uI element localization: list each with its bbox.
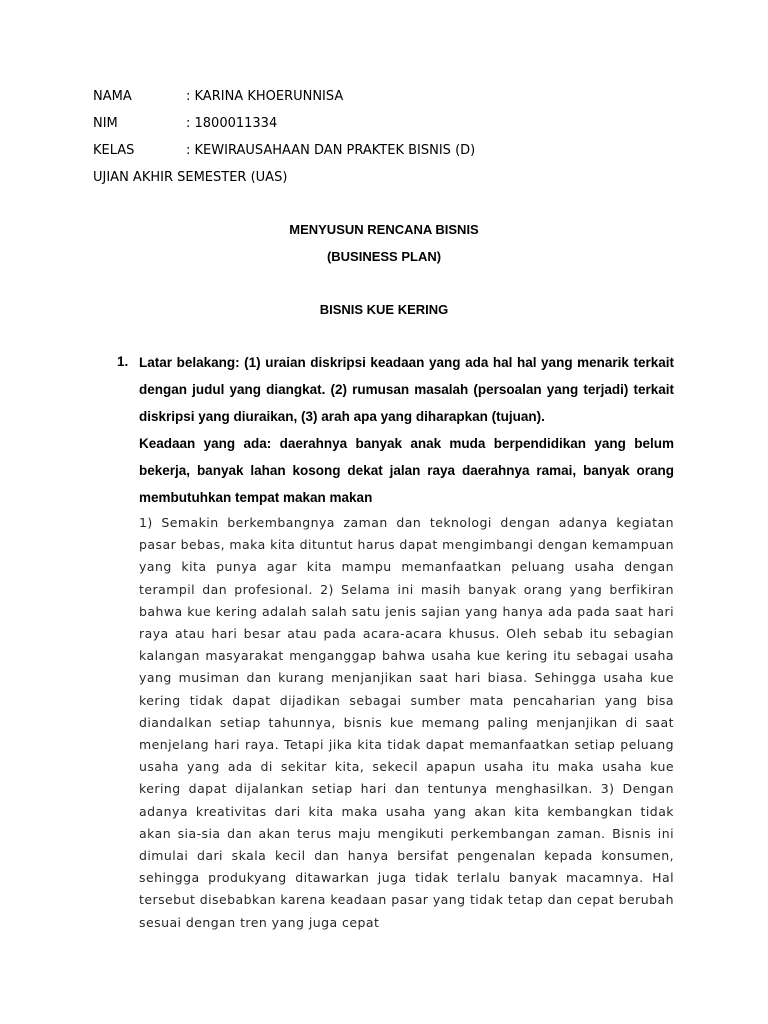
kelas-value: : KEWIRAUSAHAAN DAN PRAKTEK BISNIS (D) [186, 143, 476, 158]
nim-label: NIM [93, 116, 118, 131]
section-number: 1. [117, 354, 129, 369]
nama-row [93, 89, 343, 105]
kelas-label: KELAS [93, 143, 135, 158]
section-heading: Latar belakang: (1) uraian diskripsi keadaan yang ada hal hal yang menarik terkait dengan judul yang diangkat. (2) rumusan masalah (persoalan yang terjadi) terkait diskripsi yang diuraikan, (3) arah apa yang diharapkan (tujuan). [139, 355, 674, 424]
main-title: MENYUSUN RENCANA BISNIS [289, 222, 479, 237]
keadaan-paragraph: Keadaan yang ada: daerahnya banyak anak muda berpendidikan yang belum bekerja, banyak lahan kosong dekat jalan raya daerahnya ramai, banyak orang membutuhkan tempat makan makan [139, 436, 674, 505]
nama-label: NAMA [93, 89, 132, 104]
body-paragraph: 1) Semakin berkembangnya zaman dan teknologi dengan adanya kegiatan pasar bebas, maka kita dituntut harus dapat mengimbangi dengan kemampuan yang kita punya agar kita mampu memanfaatkan peluang usaha dengan terampil dan profesional. 2) Selama ini masih banyak orang yang berfikiran bahwa kue kering adalah salah satu jenis sajian yang hanya ada pada saat hari raya atau hari besar atau pada acara-acara khusus. Oleh sebab itu sebagian kalangan masyarakat menganggap bahwa usaha kue kering itu sebagai usaha yang musiman dan kurang menjanjikan saat hari biasa. Sehingga usaha kue kering tidak dapat dijadikan sebagai sumber mata pencaharian yang bisa diandalkan setiap tahunnya, bisnis kue memang paling menjanjikan di saat menjelang hari raya. Tetapi jika kita tidak dapat memanfaatkan setiap peluang usaha yang ada di sekitar kita, sekecil apapun usaha itu maka usaha kue kering dapat dijalankan setiap hari dan tentunya menghasilkan. 3) Dengan adanya kreativitas dari kita maka usaha yang akan kita kembangkan tidak akan sia-sia dan akan terus maju mengikuti perkembangan zaman. Bisnis ini dimulai dari skala kecil dan hanya bersifat pengenalan kepada konsumen, sehingga produkyang ditawarkan juga tidak terlalu banyak macamnya. Hal tersebut disebabkan karena keadaan pasar yang tidak tetap dan cepat berubah sesuai dengan tren yang juga cepat [139, 515, 674, 930]
nama-value: : KARINA KHOERUNNISA [186, 89, 344, 104]
sub-title: (BUSINESS PLAN) [326, 249, 442, 264]
nim-row [93, 116, 277, 132]
topic-title: BISNIS KUE KERING [319, 302, 449, 317]
section-content [139, 349, 674, 934]
exam-line: UJIAN AKHIR SEMESTER (UAS) [93, 170, 288, 185]
nim-value: : 1800011334 [186, 116, 278, 131]
kelas-row [93, 143, 475, 159]
